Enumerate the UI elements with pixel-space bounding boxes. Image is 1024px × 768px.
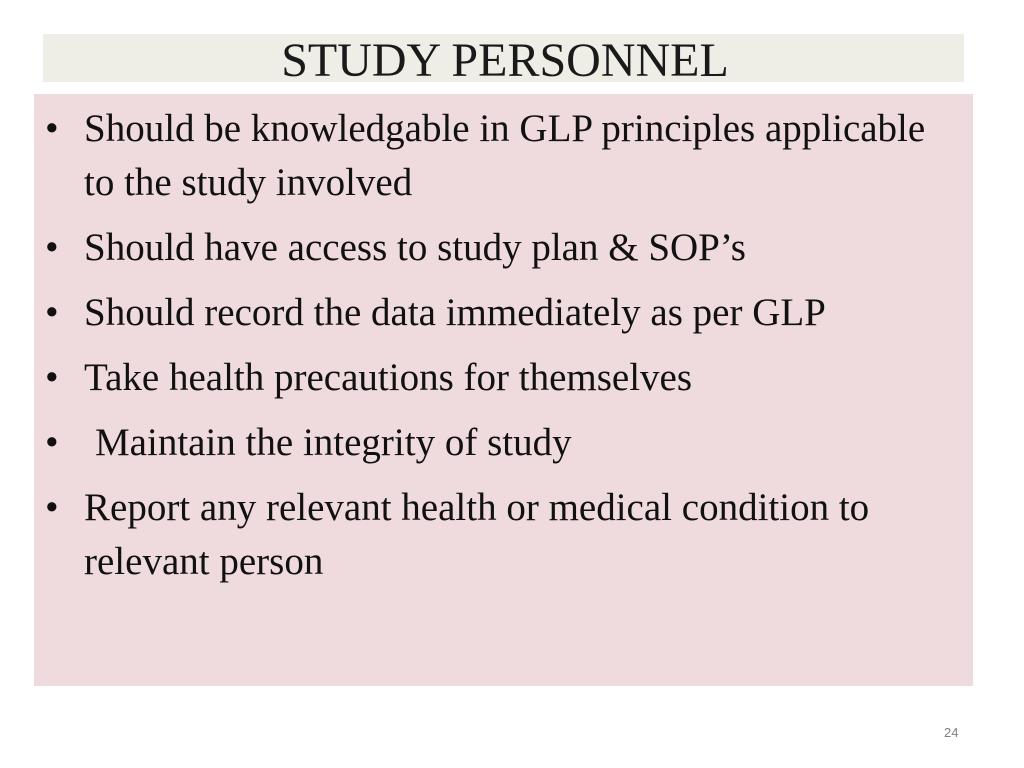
bullet-item xyxy=(34,351,973,405)
bullet-item xyxy=(34,221,973,275)
bullet-text: Should record the data immediately as per GLP xyxy=(84,291,826,334)
bullet-item xyxy=(34,481,973,589)
bullet-item xyxy=(34,286,973,340)
bullet-dot-icon: • xyxy=(45,486,59,529)
bullet-dot-icon: • xyxy=(45,291,59,334)
bullet-text: Should be knowledgable in GLP principles applicable to the study involved xyxy=(84,107,926,204)
bullet-dot-icon: • xyxy=(45,107,59,150)
bullet-dot-icon: • xyxy=(45,356,59,399)
bullet-dot-icon: • xyxy=(45,421,59,464)
bullet-text: Report any relevant health or medical condition to relevant person xyxy=(84,486,870,583)
bullet-dot-icon: • xyxy=(45,226,59,269)
bullet-text: Maintain the integrity of study xyxy=(95,421,572,464)
bullet-item xyxy=(34,102,973,210)
content-panel xyxy=(34,94,973,686)
bullet-text: Should have access to study plan & SOP’s xyxy=(84,226,746,269)
page-number: 24 xyxy=(944,725,959,740)
slide-title: STUDY PERSONNEL xyxy=(281,34,729,87)
bullet-item xyxy=(34,416,973,470)
bullet-text: Take health precautions for themselves xyxy=(84,356,693,399)
bullet-list xyxy=(34,102,973,600)
